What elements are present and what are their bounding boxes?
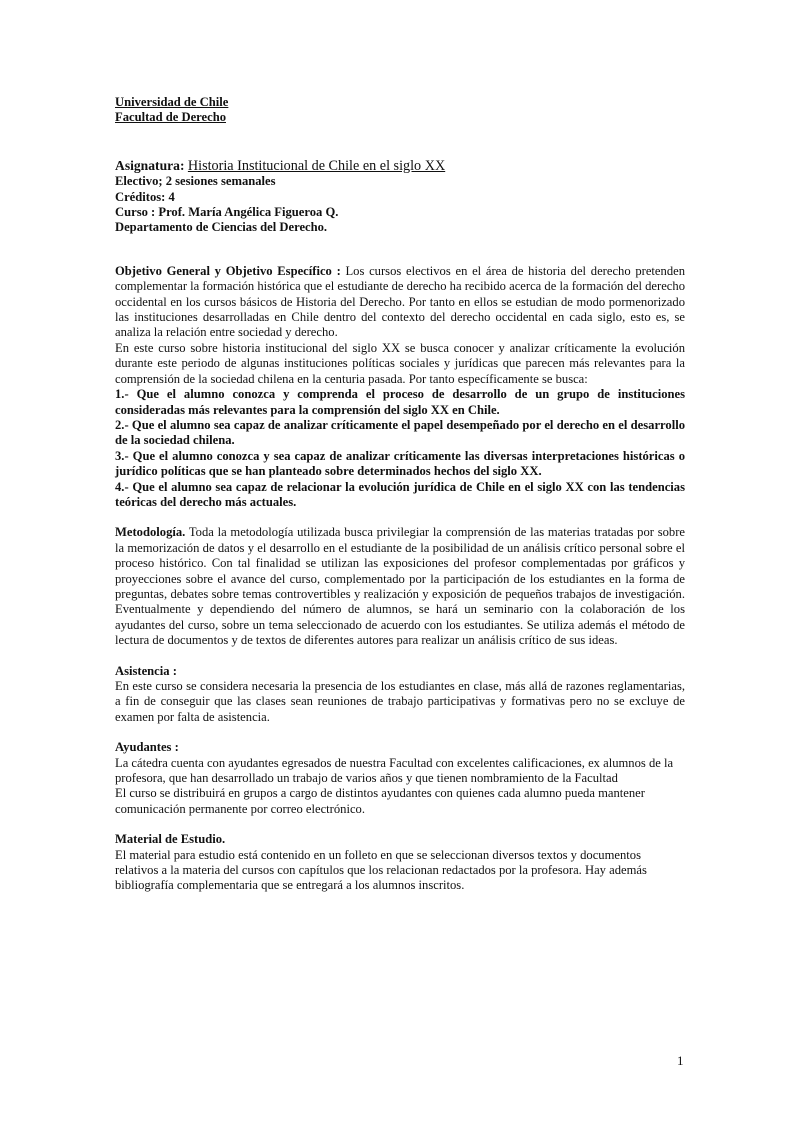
course-info <box>115 158 685 236</box>
material-title: Material de Estudio. <box>115 832 226 847</box>
faculty-name: Facultad de Derecho <box>115 110 226 125</box>
methodology-paragraph <box>115 525 685 648</box>
department-line: Departamento de Ciencias del Derecho. <box>115 220 328 235</box>
teacher-line: Curso : Prof. María Angélica Figueroa Q. <box>115 205 339 220</box>
document-page <box>115 95 685 909</box>
objectives-section <box>115 264 685 511</box>
objective-item: 3.- Que el alumno conozca y sea capaz de analizar críticamente las diversas interpretaciones históricas o jurídico políticas que se han planteado sobre determinados hechos del siglo XX. <box>115 448 685 479</box>
objective-item: 4.- Que el alumno sea capaz de relacionar la evolución jurídica de Chile en el siglo XX con las tendencias teóricas del derecho más actuales. <box>115 479 685 509</box>
objectives-paragraph: En este curso sobre historia institucional del siglo XX se busca conocer y analizar críticamente la evolución durante este periodo de algunas instituciones políticas sociales y jurídicas que parecen más relevantes para la comprensión de la sociedad chilena en la centuria pasada. Por tanto específicamente se busca: <box>115 340 685 386</box>
subject-label: Asignatura: <box>115 157 185 173</box>
material-text: El material para estudio está contenido en un folleto en que se seleccionan diversos textos y documentos relativos a la materia del cursos con capítulos que los relacionan redactados por la profesora. Hay además bibliografía complementaria que se entregará a los alumnos inscritos. <box>115 847 647 893</box>
credits-line: Créditos: 4 <box>115 189 175 204</box>
subject-name: Historia Institucional de Chile en el siglo XX <box>187 157 446 174</box>
objectives-intro <box>115 264 685 341</box>
objectives-intro-text: Los cursos electivos en el área de historia del derecho pretenden complementar la formación histórica que el estudiante de derecho ha recibido acerca de la formación del derecho occidental en los cursos básicos de Historia del Derecho. Por tanto en ellos se estudian de modo pormenorizado las instituciones desarrolladas en Chile dentro del contexto del derecho occidental en cada siglo, esto es, se analiza la relación entre sociedad y derecho. <box>115 263 686 340</box>
institution-header <box>115 95 685 126</box>
methodology-text: Toda la metodología utilizada busca privilegiar la comprensión de las materias tratadas por sobre la memorización de datos y el desarrollo en el estudiante de la posibilidad de un análisis crítico personal sobre el proceso histórico. Con tal finalidad se utilizan las exposiciones del profesor complementadas por gráficos y proyecciones sobre el avance del curso, complementado por la participación de los estudiantes en la forma de preguntas, debates sobre temas controvertibles y realización y exposición de pequeños trabajos de investigación. Eventualmente y dependiendo del número de alumnos, se hará un seminario con la colaboración de los ayudantes del curso, sobre un tema seleccionado de acuerdo con los estudiantes. Se utiliza además el método de lectura de documentos y de textos de diferentes autores para realizar un análisis crítico de sus ideas. <box>115 525 685 648</box>
assistants-text-2: El curso se distribuirá en grupos a cargo de distintos ayudantes con quienes cada alumno pueda mantener comunicación permanente por correo electrónico. <box>115 786 645 816</box>
elective-line: Electivo; 2 sesiones semanales <box>115 174 276 189</box>
attendance-text: En este curso se considera necesaria la presencia de los estudiantes en clase, más allá de razones reglamentarias, a fin de conseguir que las clases sean reuniones de trabajo participativas y formativas pero no se excluye de examen por falta de asistencia. <box>115 679 685 724</box>
material-section <box>115 832 685 894</box>
page-number: 1 <box>677 1053 684 1068</box>
methodology-section <box>115 525 685 648</box>
objectives-title: Objetivo General y Objetivo Específico : <box>115 263 341 278</box>
assistants-section <box>115 740 685 817</box>
methodology-title: Metodología. <box>115 525 186 540</box>
attendance-title: Asistencia : <box>115 663 177 678</box>
university-name: Universidad de Chile <box>115 95 229 109</box>
assistants-text: La cátedra cuenta con ayudantes egresados de nuestra Facultad con excelentes calificaciones, ex alumnos de la profesora, que han desarrollado un trabajo de varios años y que tienen nombramiento de la Facultad <box>115 755 674 786</box>
subject-line <box>115 158 685 174</box>
objective-item: 1.- Que el alumno conozca y comprenda el proceso de desarrollo de un grupo de instituciones consideradas más relevantes para la comprensión del siglo XX en Chile. <box>115 387 685 417</box>
assistants-title: Ayudantes : <box>115 740 179 755</box>
attendance-section <box>115 664 685 726</box>
objective-item: 2.- Que el alumno sea capaz de analizar críticamente el papel desempeñado por el derecho en el desarrollo de la sociedad chilena. <box>115 417 685 448</box>
